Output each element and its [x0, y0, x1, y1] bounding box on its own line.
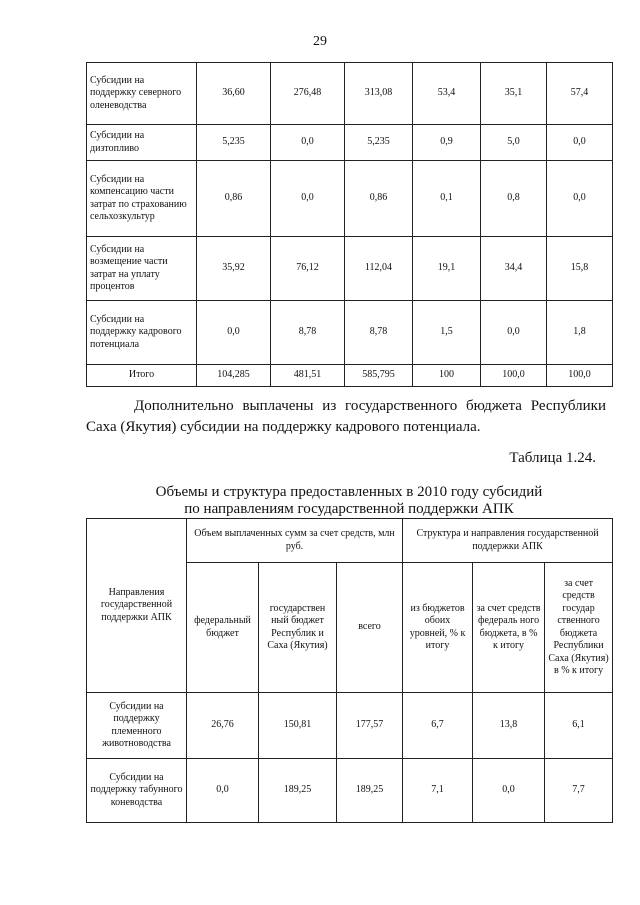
table-cell: 0,0 — [547, 161, 613, 237]
table-cell: 0,1 — [413, 161, 481, 237]
table-cell: 585,795 — [345, 365, 413, 387]
table-cell: 177,57 — [337, 693, 403, 759]
header-federal-budget: федеральный бюджет — [187, 563, 259, 693]
subsidy-structure-table — [86, 518, 613, 823]
table-cell: 100,0 — [481, 365, 547, 387]
table-cell: 57,4 — [547, 63, 613, 125]
body-paragraph: Дополнительно выплачены из государственного бюджета Республики Саха (Якутия) субсидии на поддержку кадрового потенциала. — [86, 398, 606, 435]
table-cell: 8,78 — [345, 301, 413, 365]
table-cell: 7,7 — [545, 759, 613, 823]
header-row — [87, 519, 613, 563]
header-group-amounts: Объем выплаченных сумм за счет средств, млн руб. — [187, 519, 403, 563]
table-cell: 5,0 — [481, 125, 547, 161]
table-cell: 6,1 — [545, 693, 613, 759]
row-label: Субсидии на поддержку кадрового потенциала — [87, 301, 197, 365]
table-cell: 0,0 — [547, 125, 613, 161]
header-direction: Направления государственной поддержки АПК — [87, 519, 187, 693]
table-cell: 53,4 — [413, 63, 481, 125]
table-cell: 13,8 — [473, 693, 545, 759]
table-cell: 26,76 — [187, 693, 259, 759]
table-cell: 189,25 — [337, 759, 403, 823]
row-label: Субсидии на поддержку северного оленеводства — [87, 63, 197, 125]
table-cell: 5,235 — [345, 125, 413, 161]
table-cell: 0,0 — [187, 759, 259, 823]
table-row — [87, 237, 613, 301]
table-cell: 0,8 — [481, 161, 547, 237]
header-state-budget: государствен ный бюджет Республик и Саха (Якутия) — [259, 563, 337, 693]
table-title-line: Объемы и структура предоставленных в 2010 году субсидий — [155, 484, 543, 500]
row-label: Субсидии на поддержку табунного коневодства — [87, 759, 187, 823]
table-cell: 100 — [413, 365, 481, 387]
table-cell: 150,81 — [259, 693, 337, 759]
subsidy-table-continued — [86, 62, 613, 387]
table-row — [87, 759, 613, 823]
table-cell: 36,60 — [197, 63, 271, 125]
table-cell: 0,0 — [271, 125, 345, 161]
row-label: Итого — [87, 365, 197, 387]
header-group-structure: Структура и направления государственной поддержки АПК — [403, 519, 613, 563]
header-state-share: за счет средств государ ственного бюджета Республики Саха (Якутия) в % к итогу — [545, 563, 613, 693]
table-cell: 0,0 — [197, 301, 271, 365]
table-cell: 5,235 — [197, 125, 271, 161]
table-cell: 6,7 — [403, 693, 473, 759]
header-both-levels-share: из бюджетов обоих уровней, % к итогу — [403, 563, 473, 693]
table-cell: 7,1 — [403, 759, 473, 823]
table-cell: 76,12 — [271, 237, 345, 301]
table-cell: 100,0 — [547, 365, 613, 387]
table-cell: 189,25 — [259, 759, 337, 823]
table-cell: 0,9 — [413, 125, 481, 161]
table-cell: 0,86 — [345, 161, 413, 237]
table-cell: 0,0 — [271, 161, 345, 237]
table-cell: 35,1 — [481, 63, 547, 125]
table-cell: 481,51 — [271, 365, 345, 387]
table-row — [87, 301, 613, 365]
row-label: Субсидии на поддержку племенного животноводства — [87, 693, 187, 759]
table-cell: 0,0 — [473, 759, 545, 823]
table-cell: 104,285 — [197, 365, 271, 387]
table-cell: 1,5 — [413, 301, 481, 365]
table-row — [87, 693, 613, 759]
row-label: Субсидии на компенсацию части затрат по страхованию сельхозкультур — [87, 161, 197, 237]
table-cell: 313,08 — [345, 63, 413, 125]
header-federal-share: за счет средств федераль ного бюджета, в % к итогу — [473, 563, 545, 693]
row-label: Субсидии на возмещение части затрат на уплату процентов — [87, 237, 197, 301]
table-cell: 0,0 — [481, 301, 547, 365]
table-row — [87, 125, 613, 161]
header-total: всего — [337, 563, 403, 693]
table-cell: 0,86 — [197, 161, 271, 237]
table-title-line: по направлениям государственной поддержки АПК — [184, 501, 514, 517]
table-row — [87, 161, 613, 237]
table-cell: 35,92 — [197, 237, 271, 301]
table-cell: 276,48 — [271, 63, 345, 125]
table-cell: 112,04 — [345, 237, 413, 301]
table-row-total — [87, 365, 613, 387]
table-caption: Таблица 1.24. — [509, 450, 596, 466]
row-label: Субсидии на дизтопливо — [87, 125, 197, 161]
page-number: 29 — [313, 34, 327, 49]
table-cell: 1,8 — [547, 301, 613, 365]
table-cell: 8,78 — [271, 301, 345, 365]
table-cell: 19,1 — [413, 237, 481, 301]
table-row — [87, 63, 613, 125]
table-title — [86, 484, 612, 518]
table-cell: 15,8 — [547, 237, 613, 301]
table-cell: 34,4 — [481, 237, 547, 301]
